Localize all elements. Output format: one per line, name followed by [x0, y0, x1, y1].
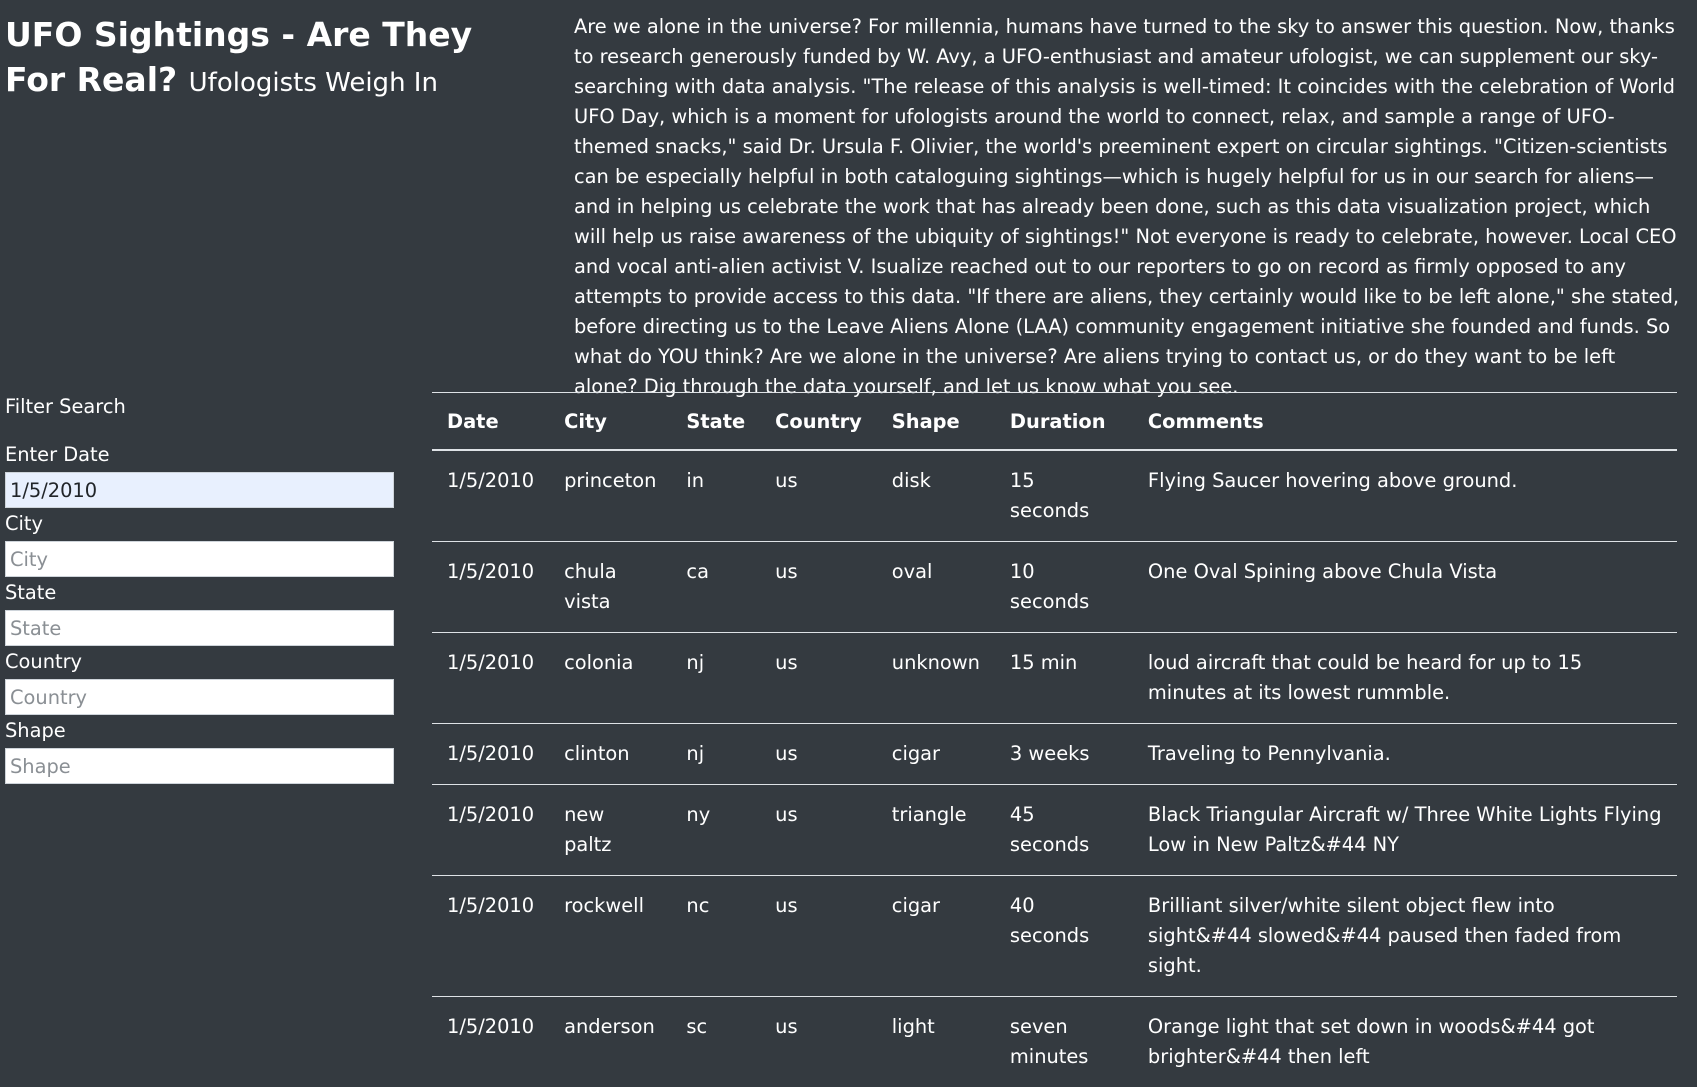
cell-duration: 10 seconds — [995, 542, 1133, 633]
cell-shape: cigar — [877, 724, 995, 785]
cell-country: us — [760, 997, 877, 1087]
cell-date: 1/5/2010 — [432, 633, 549, 724]
column-header-duration: Duration — [995, 393, 1133, 451]
table-row — [432, 876, 1677, 997]
page-title-text: UFO Sightings - Are They For Real? — [5, 15, 472, 99]
cell-state: ny — [671, 785, 760, 876]
header — [5, 12, 525, 106]
city-input[interactable] — [5, 541, 394, 577]
cell-comments: Brilliant silver/white silent object flew into sight&#44 slowed&#44 paused then faded from sight. — [1133, 876, 1677, 997]
cell-comments: One Oval Spining above Chula Vista — [1133, 542, 1677, 633]
cell-country: us — [760, 724, 877, 785]
cell-duration: 40 seconds — [995, 876, 1133, 997]
state-input[interactable] — [5, 610, 394, 646]
table-body — [432, 450, 1677, 1087]
state-label: State — [5, 580, 394, 606]
sightings-table — [432, 392, 1677, 1087]
country-input[interactable] — [5, 679, 394, 715]
country-label: Country — [5, 649, 394, 675]
table-row — [432, 724, 1677, 785]
cell-comments: Flying Saucer hovering above ground. — [1133, 450, 1677, 542]
shape-label: Shape — [5, 718, 394, 744]
filter-sidebar — [5, 392, 394, 787]
table-row — [432, 633, 1677, 724]
cell-date: 1/5/2010 — [432, 876, 549, 997]
cell-state: sc — [671, 997, 760, 1087]
cell-shape: triangle — [877, 785, 995, 876]
cell-date: 1/5/2010 — [432, 724, 549, 785]
table-row — [432, 542, 1677, 633]
cell-country: us — [760, 876, 877, 997]
cell-state: nj — [671, 633, 760, 724]
cell-country: us — [760, 785, 877, 876]
cell-city: rockwell — [549, 876, 671, 997]
cell-comments: Black Triangular Aircraft w/ Three White Lights Flying Low in New Paltz&#44 NY — [1133, 785, 1677, 876]
cell-duration: 15 min — [995, 633, 1133, 724]
cell-city: anderson — [549, 997, 671, 1087]
shape-input[interactable] — [5, 748, 394, 784]
cell-city: new paltz — [549, 785, 671, 876]
cell-comments: Orange light that set down in woods&#44 got brighter&#44 then left — [1133, 997, 1677, 1087]
cell-country: us — [760, 633, 877, 724]
cell-state: nc — [671, 876, 760, 997]
column-header-country: Country — [760, 393, 877, 451]
column-header-comments: Comments — [1133, 393, 1677, 451]
cell-duration: 45 seconds — [995, 785, 1133, 876]
table-row — [432, 450, 1677, 542]
column-header-date: Date — [432, 393, 549, 451]
sightings-table-container — [432, 392, 1677, 1087]
cell-country: us — [760, 542, 877, 633]
cell-city: chula vista — [549, 542, 671, 633]
filter-search-heading: Filter Search — [5, 392, 394, 422]
date-label: Enter Date — [5, 442, 394, 468]
cell-state: in — [671, 450, 760, 542]
cell-duration: seven minutes — [995, 997, 1133, 1087]
cell-comments: loud aircraft that could be heard for up to 15 minutes at its lowest rummble. — [1133, 633, 1677, 724]
cell-state: ca — [671, 542, 760, 633]
cell-state: nj — [671, 724, 760, 785]
cell-country: us — [760, 450, 877, 542]
cell-comments: Traveling to Pennylvania. — [1133, 724, 1677, 785]
intro-paragraph: Are we alone in the universe? For millennia, humans have turned to the sky to answer this question. Now, thanks to research generously funded by W. Avy, a UFO-enthusiast and amateur ufologist, we can supplement our sky-searching with data analysis. "The release of this analysis is well-timed: It coincides with the celebration of World UFO Day, which is a moment for ufologists around the world to connect, relax, and sample a range of UFO-themed snacks," said Dr. Ursula F. Olivier, the world's preeminent expert on circular sightings. "Citizen-scientists can be especially helpful in both cataloguing sightings—which is hugely helpful for us in our search for aliens—and in helping us celebrate the work that has already been done, such as this data visualization project, which will help us raise awareness of the ubiquity of sightings!" Not everyone is ready to celebrate, however. Local CEO and vocal anti-alien activist V. Isualize reached out to our reporters to go on record as firmly opposed to any attempts to provide access to this data. "If there are aliens, they certainly would like to be left alone," she stated, before directing us to the Leave Aliens Alone (LAA) community engagement initiative she founded and funds. So what do YOU think? Are we alone in the universe? Are aliens trying to contact us, or do they want to be left alone? Dig through the data yourself, and let us know what you see. — [574, 12, 1680, 402]
table-row — [432, 785, 1677, 876]
column-header-state: State — [671, 393, 760, 451]
page-subtitle: Ufologists Weigh In — [189, 68, 438, 98]
cell-duration: 3 weeks — [995, 724, 1133, 785]
cell-shape: unknown — [877, 633, 995, 724]
cell-date: 1/5/2010 — [432, 785, 549, 876]
table-header-row — [432, 393, 1677, 451]
page-title — [5, 12, 525, 106]
cell-city: clinton — [549, 724, 671, 785]
cell-city: colonia — [549, 633, 671, 724]
column-header-shape: Shape — [877, 393, 995, 451]
column-header-city: City — [549, 393, 671, 451]
cell-shape: cigar — [877, 876, 995, 997]
cell-date: 1/5/2010 — [432, 997, 549, 1087]
table-header — [432, 393, 1677, 451]
city-label: City — [5, 511, 394, 537]
cell-duration: 15 seconds — [995, 450, 1133, 542]
cell-shape: disk — [877, 450, 995, 542]
cell-shape: oval — [877, 542, 995, 633]
cell-date: 1/5/2010 — [432, 450, 549, 542]
cell-city: princeton — [549, 450, 671, 542]
cell-shape: light — [877, 997, 995, 1087]
date-input[interactable] — [5, 472, 394, 508]
table-row — [432, 997, 1677, 1087]
cell-date: 1/5/2010 — [432, 542, 549, 633]
